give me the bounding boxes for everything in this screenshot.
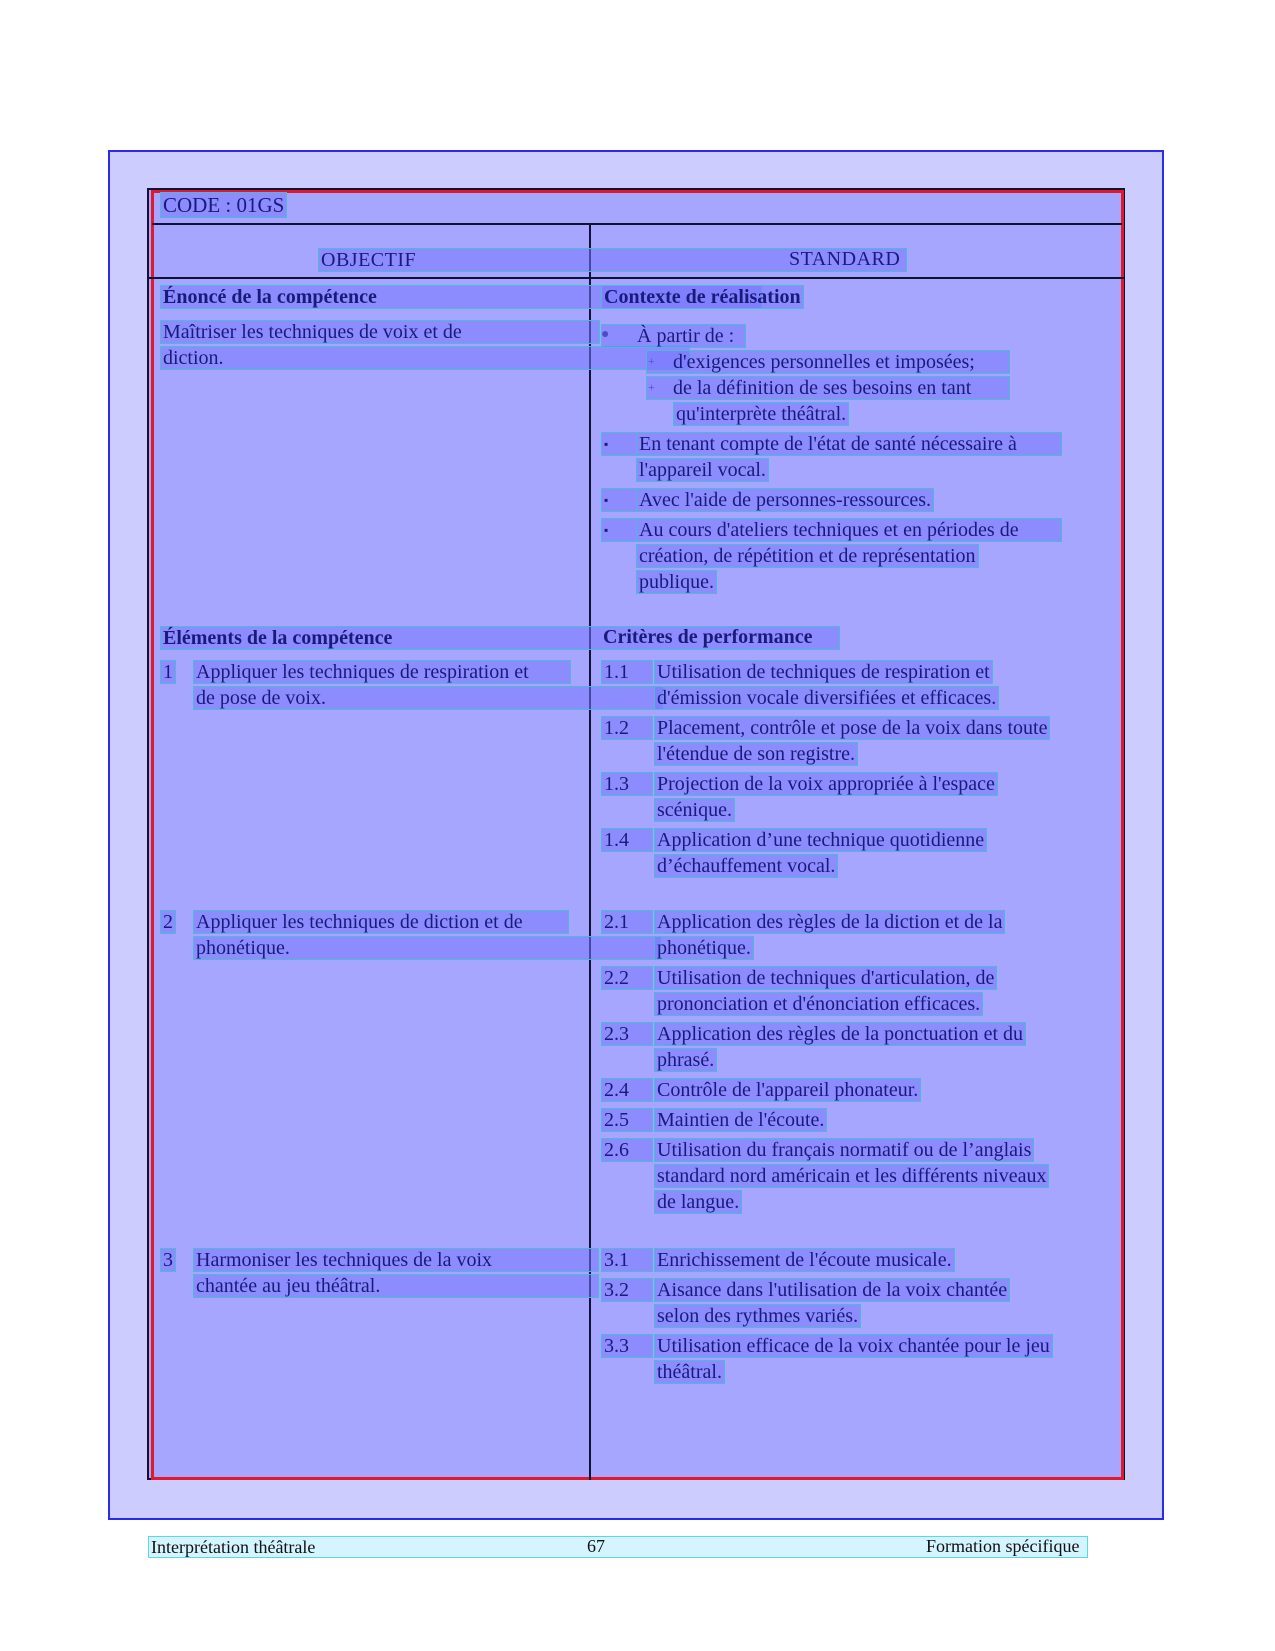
critere-3-3-line-1: Utilisation efficace de la voix chantée pour le jeu — [654, 1334, 1053, 1358]
critere-3-1-number: 3.1 — [601, 1248, 653, 1272]
element-3-line-1: Harmoniser les techniques de la voix — [193, 1248, 599, 1272]
critere-2-6-line-3: de langue. — [654, 1190, 742, 1214]
footer-left: Interprétation théâtrale — [148, 1536, 1088, 1558]
element-1-line-2: de pose de voix. — [193, 686, 663, 710]
contexte-item-1-line-2: l'appareil vocal. — [636, 458, 769, 482]
critere-3-2-number: 3.2 — [601, 1278, 653, 1302]
critere-1-4-line-2: d’échauffement vocal. — [654, 854, 838, 878]
element-3-line-2: chantée au jeu théâtral. — [193, 1274, 599, 1298]
contexte-item-3-line-3: publique. — [636, 570, 717, 594]
critere-3-2-line-1: Aisance dans l'utilisation de la voix chantée — [654, 1278, 1010, 1302]
critere-2-2-line-2: prononciation et d'énonciation efficaces. — [654, 992, 983, 1016]
criteres-title: Critères de performance — [603, 626, 813, 648]
code-divider — [152, 223, 1122, 225]
critere-1-3-line-2: scénique. — [654, 798, 735, 822]
critere-2-5-number: 2.5 — [601, 1108, 653, 1132]
contexte-sub-3: qu'interprète théâtral. — [673, 402, 849, 426]
bullet-icon: ▪ — [601, 518, 637, 542]
element-1-line-1: Appliquer les techniques de respiration et — [193, 660, 571, 684]
contexte-title: Contexte de réalisation — [601, 285, 804, 309]
critere-1-1-line-2: d'émission vocale diversifiées et efficaces. — [654, 686, 999, 710]
element-2-line-2: phonétique. — [193, 936, 661, 960]
critere-2-1-number: 2.1 — [601, 910, 653, 934]
critere-2-3-number: 2.3 — [601, 1022, 653, 1046]
critere-2-5-line-1: Maintien de l'écoute. — [654, 1108, 827, 1132]
footer-right: Formation spécifique — [926, 1536, 1080, 1556]
critere-2-1-line-1: Application des règles de la diction et de la — [654, 910, 1005, 934]
critere-1-4-line-1: Application d’une technique quotidienne — [654, 828, 987, 852]
critere-2-2-number: 2.2 — [601, 966, 653, 990]
critere-2-4-line-1: Contrôle de l'appareil phonateur. — [654, 1078, 921, 1102]
contexte-item-3-line-2: création, de répétition et de représentation — [636, 544, 979, 568]
enonce-line-2: diction. — [160, 346, 690, 370]
header-objectif: OBJECTIF — [318, 248, 907, 272]
enonce-title: Énoncé de la compétence — [160, 285, 762, 309]
header-standard: STANDARD — [789, 248, 901, 270]
critere-2-3-line-2: phrasé. — [654, 1048, 717, 1072]
critere-3-3-line-2: théâtral. — [654, 1360, 725, 1384]
elements-title: Éléments de la compétence — [160, 626, 840, 650]
element-2-number: 2 — [160, 910, 176, 934]
bullet-icon: ▪ — [601, 488, 637, 512]
bullet-icon: ▪ — [601, 432, 637, 456]
enonce-line-1: Maîtriser les techniques de voix et de — [160, 320, 600, 344]
critere-1-1-line-1: Utilisation de techniques de respiration et — [654, 660, 993, 684]
critere-2-2-line-1: Utilisation de techniques d'articulation, de — [654, 966, 997, 990]
element-3-number: 3 — [160, 1248, 176, 1272]
critere-1-3-number: 1.3 — [601, 772, 653, 796]
footer-page-number: 67 — [587, 1536, 605, 1556]
contexte-sub-2: de la définition de ses besoins en tant — [646, 376, 1010, 400]
contexte-item-3-line-1: Au cours d'ateliers techniques et en périodes de — [636, 518, 1062, 542]
critere-1-3-line-1: Projection de la voix appropriée à l'espace — [654, 772, 998, 796]
contexte-item-2-line-1: Avec l'aide de personnes-ressources. — [636, 488, 934, 512]
critere-3-3-number: 3.3 — [601, 1334, 653, 1358]
critere-1-2-number: 1.2 — [601, 716, 653, 740]
element-2-line-1: Appliquer les techniques de diction et de — [193, 910, 569, 934]
critere-3-1-line-1: Enrichissement de l'écoute musicale. — [654, 1248, 955, 1272]
critere-3-2-line-2: selon des rythmes variés. — [654, 1304, 861, 1328]
critere-2-3-line-1: Application des règles de la ponctuation et du — [654, 1022, 1026, 1046]
critere-2-6-number: 2.6 — [601, 1138, 653, 1162]
critere-1-1-number: 1.1 — [601, 660, 653, 684]
critere-1-2-line-2: l'étendue de son registre. — [654, 742, 858, 766]
critere-2-6-line-1: Utilisation du français normatif ou de l’anglais — [654, 1138, 1034, 1162]
code-label: CODE : 01GS — [160, 192, 287, 218]
element-1-number: 1 — [160, 660, 176, 684]
contexte-item-1-line-1: En tenant compte de l'état de santé nécessaire à — [636, 432, 1062, 456]
critere-1-4-number: 1.4 — [601, 828, 653, 852]
header-divider — [149, 277, 1124, 279]
contexte-sub-1: d'exigences personnelles et imposées; — [646, 350, 1010, 374]
critere-1-2-line-1: Placement, contrôle et pose de la voix dans toute — [654, 716, 1050, 740]
critere-2-6-line-2: standard nord américain et les différents niveaux — [654, 1164, 1049, 1188]
critere-2-1-line-2: phonétique. — [654, 936, 754, 960]
critere-2-4-number: 2.4 — [601, 1078, 653, 1102]
contexte-intro: À partir de : — [601, 324, 746, 348]
